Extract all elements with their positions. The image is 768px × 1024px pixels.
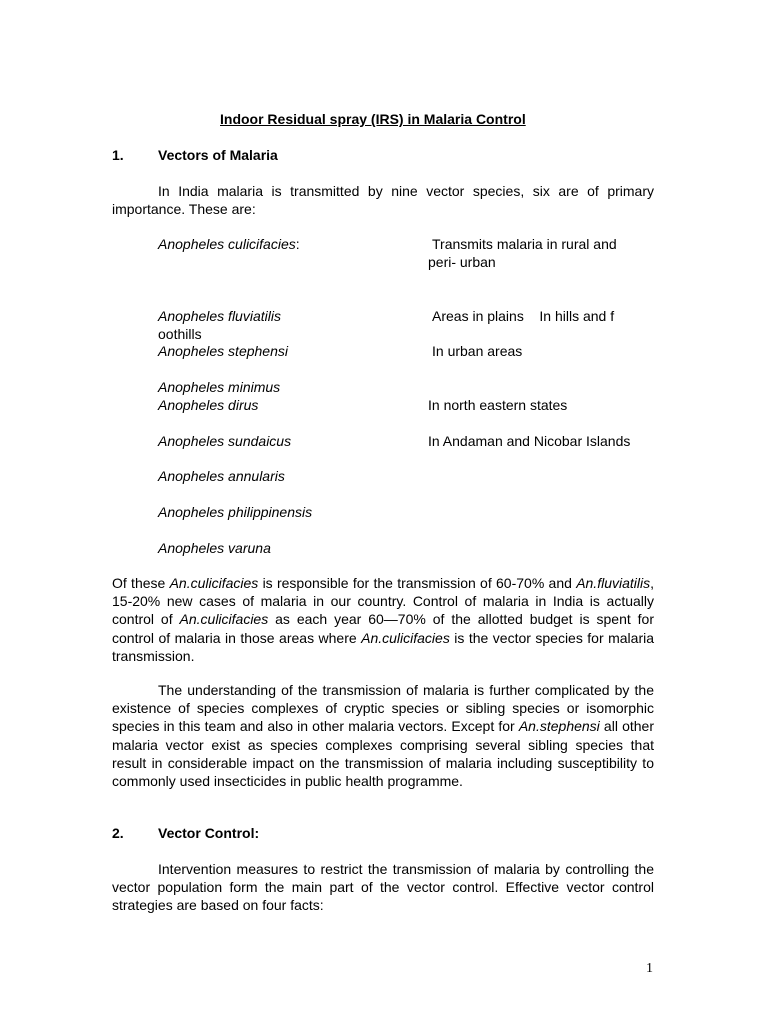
vector-name-stephensi: Anopheles stephensi (158, 343, 288, 359)
vector-desc-stephensi: In urban areas (432, 343, 523, 359)
vector-name-culicifacies: Anopheles culicifacies: (158, 236, 300, 252)
paragraph-vector-share: Of these An.culicifacies is responsible for the transmission of 60-70% and An.fluviatilis, 15-20% new cases of malaria in our country. Control of malaria in India is actually control of An.culicifacies as each year 60—70% of the allotted budget is spent for control of malaria in those areas where An.culicifacies is the vector species for malaria transmission. (112, 575, 654, 664)
vector-name-minimus: Anopheles minimus (158, 379, 281, 395)
vector-name-annularis: Anopheles annularis (158, 468, 285, 484)
vector-desc-culicifacies-line1: Transmits malaria in rural and (432, 236, 617, 252)
vector-desc-fluviatilis-line1: Areas in plains In hills and f (432, 308, 615, 324)
document-title: Indoor Residual spray (IRS) in Malaria Control (220, 111, 526, 127)
paragraph-species-complexes: The understanding of the transmission of malaria is further complicated by the existence of species complexes of cryptic species or sibling species or isomorphic species in this team and also in other malaria vectors. Except for An.stephensi all other malaria vector exist as species complexes comprising several sibling species that result in considerable impact on the transmission of malaria including susceptibility to commonly used insecticides in public health programme. (112, 682, 654, 790)
vector-desc-culicifacies-line2: peri- urban (428, 254, 496, 270)
section-2-heading: Vector Control: (158, 825, 260, 841)
section-2-number: 2. (112, 825, 124, 841)
vector-name-varuna: Anopheles varuna (158, 540, 271, 556)
section-1-intro: In India malaria is transmitted by nine vector species, six are of primary importance. These are: (112, 183, 654, 218)
vector-name-fluviatilis: Anopheles fluviatilis (158, 308, 281, 324)
vector-name-dirus: Anopheles dirus (158, 397, 259, 413)
vector-name-sundaicus: Anopheles sundaicus (158, 433, 292, 449)
vector-desc-fluviatilis-line2: oothills (158, 326, 202, 342)
vector-desc-dirus: In north eastern states (428, 397, 568, 413)
section-1-number: 1. (112, 147, 124, 163)
section-1-heading: Vectors of Malaria (158, 147, 278, 163)
vector-desc-sundaicus: In Andaman and Nicobar Islands (428, 433, 631, 449)
page-number: 1 (646, 961, 653, 976)
vector-name-philippinensis: Anopheles philippinensis (158, 504, 313, 520)
section-2-text: Intervention measures to restrict the transmission of malaria by controlling the vector population form the main part of the vector control. Effective vector control strategies are based on four facts: (112, 861, 654, 914)
